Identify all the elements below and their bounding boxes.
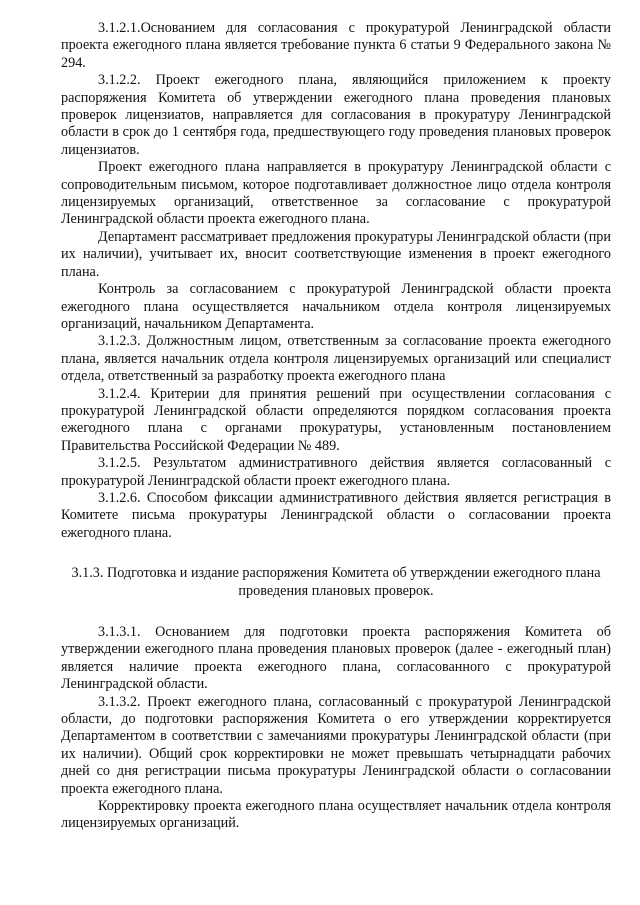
paragraph-3-1-2-4: 3.1.2.4. Критерии для принятия решений при осуществлении согласования с прокуратурой Ленинградской области определяются порядком согласования проекта ежегодного плана с органами прокуратуры, установленным постановлением Правительства Российской Федерации № 489. bbox=[61, 385, 611, 454]
paragraph-department-review: Департамент рассматривает предложения прокуратуры Ленинградской области (при их наличии), учитывает их, вносит соответствующие изменения в проект ежегодного плана. bbox=[61, 228, 611, 280]
paragraph-3-1-2-3: 3.1.2.3. Должностным лицом, ответственным за согласование проекта ежегодного плана, является начальник отдела контроля лицензируемых организаций или специалист отдела, ответственный за разработку проекта ежегодного плана bbox=[61, 333, 611, 385]
paragraph-cover-letter: Проект ежегодного плана направляется в прокуратуру Ленинградской области с сопроводительным письмом, которое подготавливает должностное лицо отдела контроля лицензируемых организаций, ответственное за согласование с прокуратурой Ленинградской области проекта ежегодного плана. bbox=[61, 159, 611, 228]
paragraph-3-1-2-6: 3.1.2.6. Способом фиксации административного действия является регистрация в Комитете письма прокуратуры Ленинградской области о согласовании проекта ежегодного плана. bbox=[61, 489, 611, 541]
document-page bbox=[61, 20, 611, 833]
paragraph-3-1-2-1: 3.1.2.1.Основанием для согласования с прокуратурой Ленинградской области проекта ежегодного плана является требование пункта 6 статьи 9 Федерального закона № 294. bbox=[61, 20, 611, 71]
paragraph-3-1-2-2: 3.1.2.2. Проект ежегодного плана, являющийся приложением к проекту распоряжения Комитета об утверждении ежегодного плана проведения плановых проверок лицензиатов, направляется для согласования в прокуратуру Ленинградской области в срок до 1 сентября года, предшествующего году проведения плановых проверок лицензиатов. bbox=[61, 72, 611, 158]
paragraph-3-1-3-1: 3.1.3.1. Основанием для подготовки проекта распоряжения Комитета об утверждении ежегодного плана проведения плановых проверок (далее - ежегодный план) является наличие проекта ежегодного плана, согласованного с прокуратурой Ленинградской области. bbox=[61, 624, 611, 693]
paragraph-correction: Корректировку проекта ежегодного плана осуществляет начальник отдела контроля лицензируемых организаций. bbox=[61, 798, 611, 832]
paragraph-control: Контроль за согласованием с прокуратурой Ленинградской области проекта ежегодного плана осуществляется начальником отдела контроля лицензируемых организаций, начальником Департамента. bbox=[61, 281, 611, 332]
paragraph-3-1-2-5: 3.1.2.5. Результатом административного действия является согласованный с прокуратурой Ленинградской области проект ежегодного плана. bbox=[61, 455, 611, 489]
paragraph-3-1-3-2: 3.1.3.2. Проект ежегодного плана, согласованный с прокуратурой Ленинградской области, до подготовки распоряжения Комитета о его утверждении корректируется Департаментом в соответствии с замечаниями прокуратуры Ленинградской области (при их наличии). Общий срок корректировки не может превышать четырнадцати рабочих дней со дня регистрации письма прокуратуры Ленинградской области о согласовании проекта ежегодного плана. bbox=[61, 693, 611, 797]
section-heading-3-1-3: 3.1.3. Подготовка и издание распоряжения Комитета об утверждении ежегодного плана проведения плановых проверок. bbox=[71, 565, 601, 599]
